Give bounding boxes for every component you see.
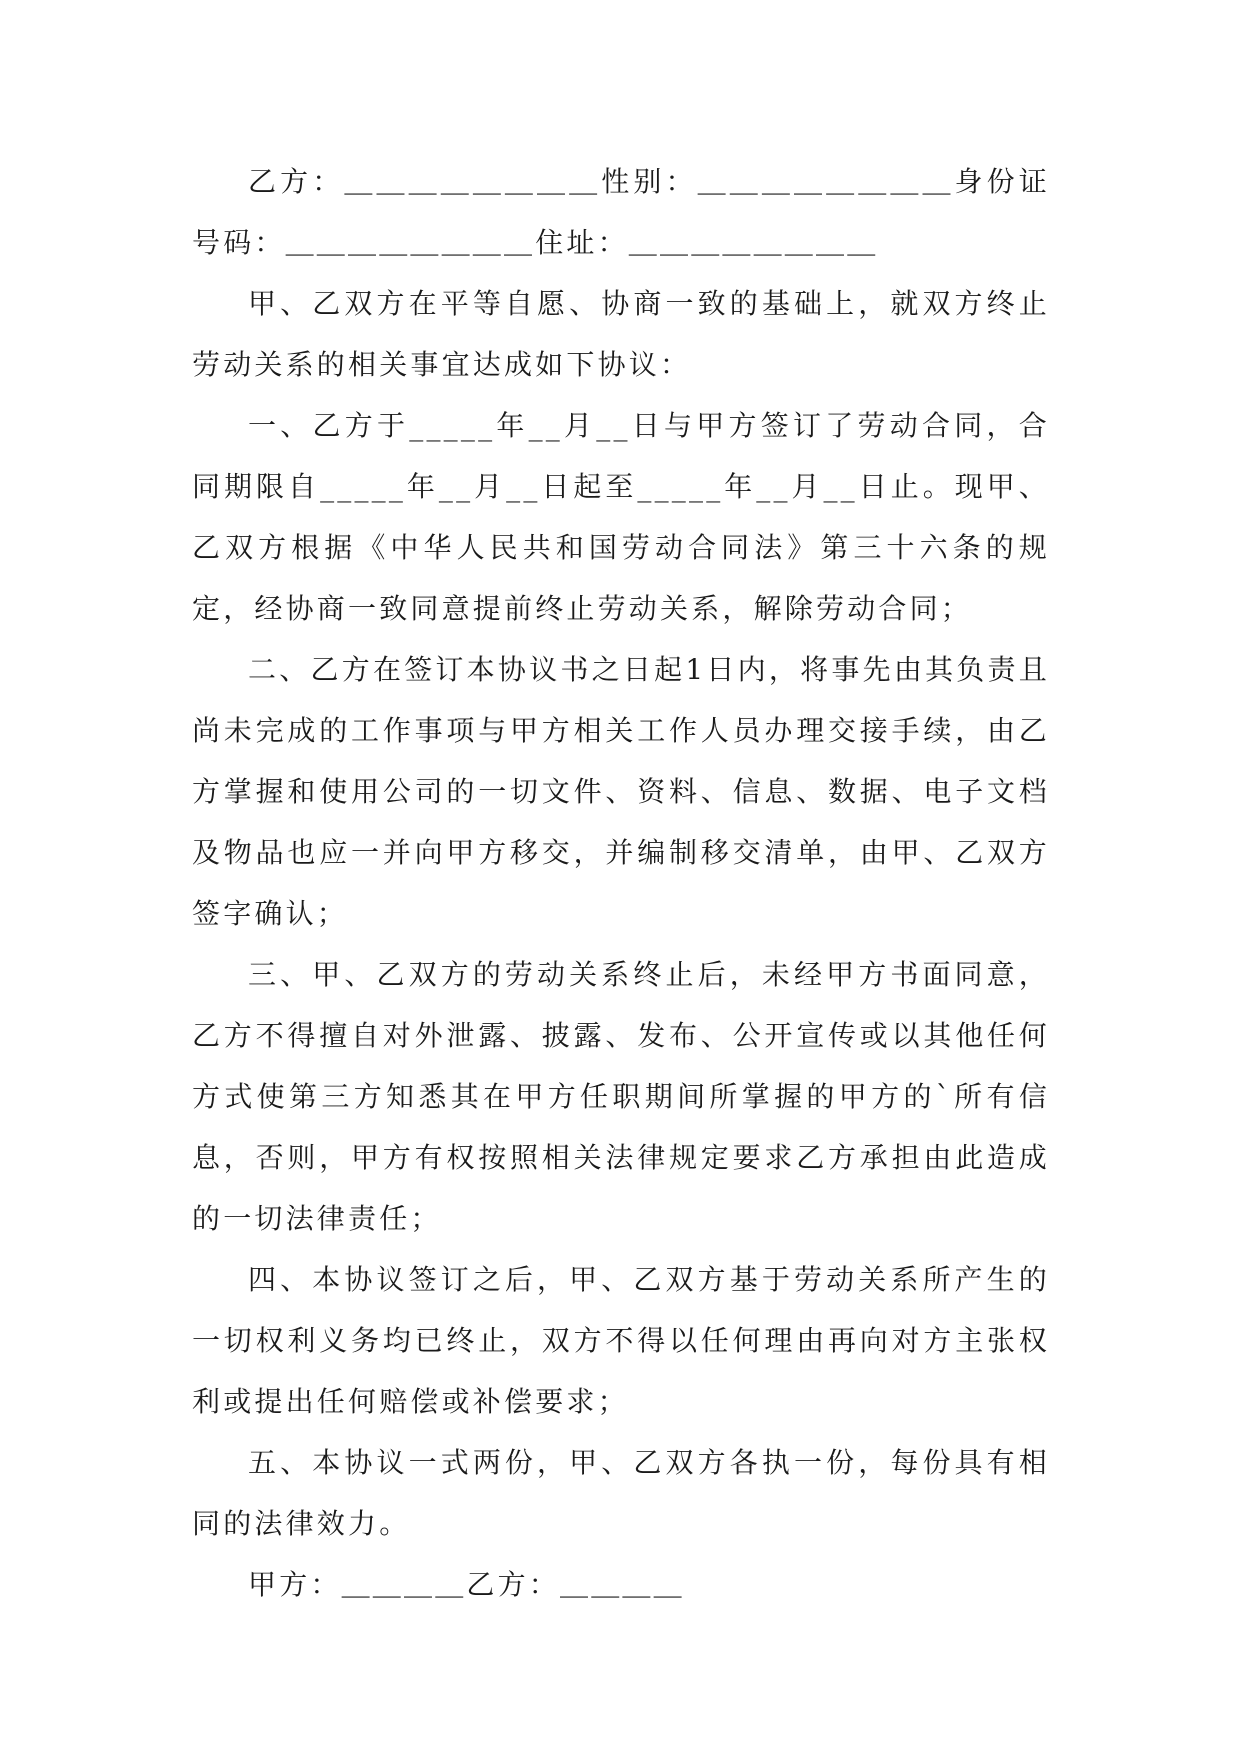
signature-line: 甲方：＿＿＿＿乙方：＿＿＿＿ [248,1568,685,1601]
party-b-info-line: 乙方：＿＿＿＿＿＿＿＿性别：＿＿＿＿＿＿＿＿身份证号码：＿＿＿＿＿＿＿＿住址：＿＿＿＿＿＿＿＿ [192,165,1050,259]
clause-4: 四、本协议签订之后，甲、乙双方基于劳动关系所产生的一切权利义务均已终止，双方不得以任何理由再向对方主张权利或提出任何赔偿或补偿要求； [192,1263,1050,1418]
clause-1: 一、乙方于_____年__月__日与甲方签订了劳动合同，合同期限自_____年__月__日起至_____年__月__日止。现甲、乙双方根据《中华人民共和国劳动合同法》第三十六条的规定，经协商一致同意提前终止劳动关系，解除劳动合同； [192,409,1050,625]
agreement-preamble: 甲、乙双方在平等自愿、协商一致的基础上，就双方终止劳动关系的相关事宜达成如下协议： [192,287,1050,381]
document-page [192,151,1050,1615]
clause-2: 二、乙方在签订本协议书之日起1日内，将事先由其负责且尚未完成的工作事项与甲方相关工作人员办理交接手续，由乙方掌握和使用公司的一切文件、资料、信息、数据、电子文档及物品也应一并向甲方移交，并编制移交清单，由甲、乙双方签字确认； [192,653,1050,930]
clause-5: 五、本协议一式两份，甲、乙双方各执一份，每份具有相同的法律效力。 [192,1446,1050,1540]
clause-3: 三、甲、乙双方的劳动关系终止后，未经甲方书面同意，乙方不得擅自对外泄露、披露、发布、公开宣传或以其他任何方式使第三方知悉其在甲方任职期间所掌握的甲方的`所有信息，否则，甲方有权按照相关法律规定要求乙方承担由此造成的一切法律责任； [192,958,1050,1235]
